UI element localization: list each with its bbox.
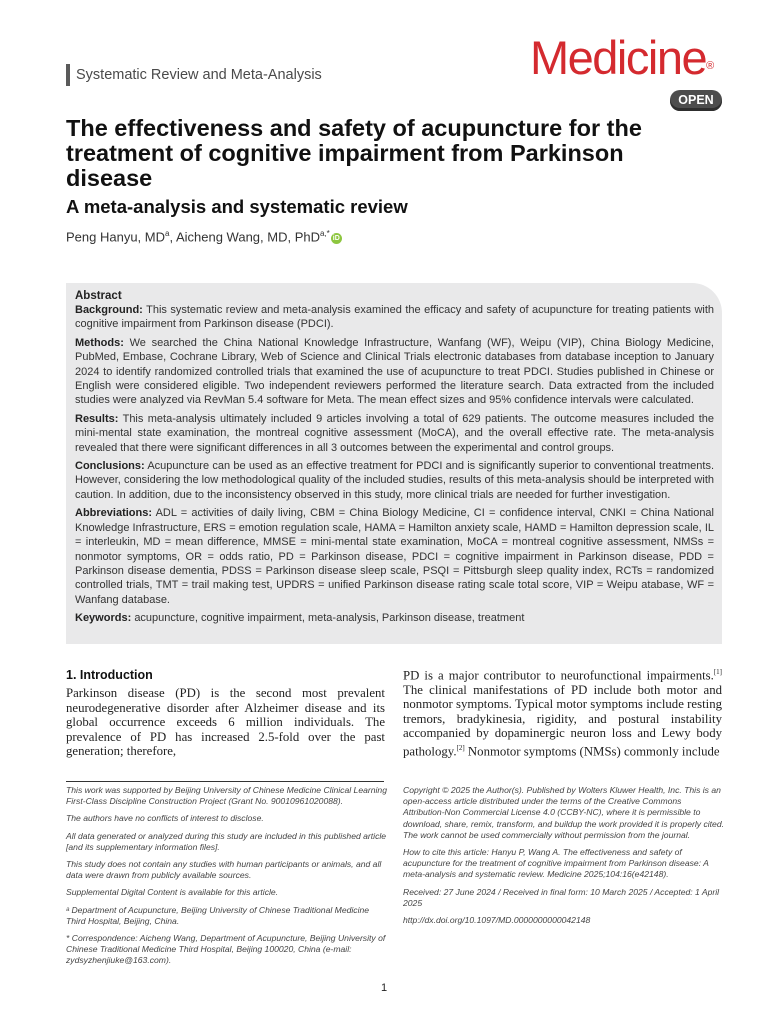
abstract-results [75,412,714,455]
abstract-section-label: Abbreviations: [75,507,153,520]
abstract-section-label: Conclusions: [75,460,145,473]
abstract-section-text: ADL = activities of daily living, CBM = China Biology Medicine, CI = confidence interval, CNKI = China National Knowledge Infrastructure, ERS = emotion regulation scale, HAMA = Hamilton anxiety scale, HAMD = Hamilton depression scale, IL = interleukin, MD = mean difference, MMSE = mini-mental state examination, MoCA = montreal cognitive assessment, NMSs = nonmotor symptoms, OR = odds ratio, PD = Parkinson disease, PDCI = cognitive impairment in Parkinson disease, PDD = Parkinson disease dementia, PDSS = Parkinson disease sleep scale, PSQI = Pittsburgh sleep quality index, RCTs = randomized controlled trials, TMT = trail making test, UPDRS = unified Parkinson disease rating scale total score, VIP = Weipu atabase, WF = Wanfang database. [75,507,714,606]
abstract-conclusions [75,459,714,502]
section-label [66,64,322,86]
footnote-divider [66,781,384,782]
abstract-section-label: Methods: [75,336,124,349]
article-subtitle: A meta-analysis and systematic review [66,196,408,217]
abstract-box [66,283,722,644]
open-access-badge: OPEN [670,90,722,111]
abstract-section-label: Results: [75,412,119,425]
footnote-copyright: Copyright © 2025 the Author(s). Published by Wolters Kluwer Health, Inc. This is an open-access article distributed under the terms of the Creative Commons Attribution-Non Commercial License 4.0 (CCBY-NC), where it is permissible to download, share, remix, transform, and buildup the work provided it is properly cited. The work cannot be used commercially without permission from the journal. [403,785,724,840]
footnote-dates: Received: 27 June 2024 / Received in final form: 10 March 2025 / Accepted: 1 April 2025 [403,886,720,908]
abstract-section-label: Background: [75,304,143,316]
author-affiliation-mark: a [165,229,170,238]
page-number: 1 [380,982,388,994]
orcid-icon[interactable]: iD [332,235,340,243]
author-list [66,224,342,247]
abstract-heading: Abstract [75,290,122,302]
article-title: The effectiveness and safety of acupuncture for the treatment of cognitive impairment from Parkinson disease [66,115,642,191]
section-heading-introduction: 1. Introduction [66,668,153,682]
citation-link[interactable]: [1] [713,668,722,676]
footnote-affiliation: ᵃ Department of Acupuncture, Beijing University of Chinese Traditional Medicine Third Hospital, Beijing, China. [66,904,370,926]
footnote-ethics: This study does not contain any studies with human participants or animals, and all data were drawn from publicly available sources. [66,859,382,881]
doi-link[interactable]: http://dx.doi.org/10.1097/MD.0000000000042148 [403,915,591,926]
journal-logo[interactable] [530,30,714,86]
abstract-methods [75,336,714,408]
abstract-background [75,303,714,332]
body-text: Nonmotor symptoms (NMSs) commonly include [464,744,720,759]
body-text-right-column [403,665,722,759]
footnote-funding: This work was supported by Beijing University of Chinese Medicine Clinical Learning First-Class Discipline Construction Project (Grant No. 90010961020088). [66,785,387,807]
section-label-text: Systematic Review and Meta-Analysis [76,67,322,83]
author-affiliation-mark: a,* [320,229,330,238]
body-text: The clinical manifestations of PD include both motor and nonmotor symptoms. Typical motor symptoms include resting tremors, bradykinesia, rigidity, and postural instability accompanied by dopaminergic neuron loss and Lewy body pathology. [403,682,722,759]
abstract-section-text: This meta-analysis ultimately included 9 articles involving a total of 629 patients. The outcome measures included the mini-mental state examination, the montreal cognitive assessment (MoCA), and the overall effective rate. The meta-analysis revealed that there were significant differences in all 3 outcomes between the experimental and control groups. [75,412,715,454]
registered-mark: ® [706,60,715,72]
body-text-left-column: Parkinson disease (PD) is the second most prevalent neurodegenerative disorder after Alzheimer disease and its global occurrence exceeds 6 million individuals. The prevalence of PD has increased 2.5-fold over the past generation; therefore, [66,686,385,758]
abstract-keywords [75,611,714,625]
footnote-data-availability: All data generated or analyzed during this study are included in this published article [and its supplementary information files]. [66,830,387,852]
footnote-supplemental: Supplemental Digital Content is available for this article. [66,887,279,898]
abstract-section-text: acupuncture, cognitive impairment, meta-analysis, Parkinson disease, treatment [134,612,525,625]
footnote-correspondence: * Correspondence: Aicheng Wang, Department of Acupuncture, Beijing University of Chinese Traditional Medicine Third Hospital, Beijing 100020, China (e-mail: zydsyzhenjiuke@163.com). [66,933,386,966]
footnote-conflicts: The authors have no conflicts of interest to disclose. [66,813,264,824]
abstract-abbreviations [75,506,714,607]
footnotes-right [403,785,725,932]
author-name: Aicheng Wang, MD, PhD [175,229,320,245]
abstract-section-text: Acupuncture can be used as an effective treatment for PDCI and is significantly superior to conventional treatments. However, considering the low methodological quality of the included studies, results of this meta-analysis should be interpreted with caution. In addition, due to the inconsistency observed in this study, more clinical trials are needed for further investigation. [75,460,715,501]
abstract-section-text: We searched the China National Knowledge Infrastructure, Wanfang (WF), Weipu (VIP), China Biology Medicine, PubMed, Embase, Cochrane Library, Web of Science and Clinical Trials electronic databases from database inception to January 2024 to identify randomized controlled trials that examined the use of acupuncture to treat PDCI. Studies published in Chinese or English were considered eligible. Two independent reviewers performed the literature search. Data extracted from the included studies were analyzed via RevMan 5.4 software for Meta. The mean effect sizes and 95% confidence intervals were calculated. [75,336,714,407]
body-text: PD is a major contributor to neurofunctional impairments. [403,668,714,683]
footnotes-left [66,785,388,973]
journal-name: Medicine [530,31,707,84]
abstract-section-label: Keywords: [75,612,132,625]
footnote-citation: How to cite this article: Hanyu P, Wang A. The effectiveness and safety of acupuncture for the treatment of cognitive impairment from Parkinson disease: A meta-analysis and systematic review. Medicine 2025;104:16(e42148). [403,847,709,880]
citation-link[interactable]: [2] [456,743,465,752]
author-separator: , [169,229,176,245]
author-name: Peng Hanyu, MD [66,229,165,245]
abstract-section-text: This systematic review and meta-analysis examined the efficacy and safety of acupuncture for treating patients with cognitive impairment from Parkinson disease (PDCI). [75,304,715,331]
